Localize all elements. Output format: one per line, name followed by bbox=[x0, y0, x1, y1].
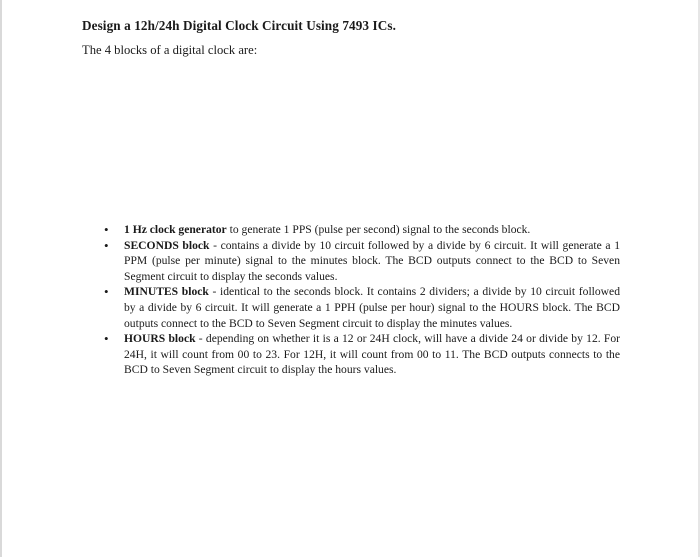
clock-blocks-list bbox=[100, 222, 620, 378]
list-item-clock-generator bbox=[100, 222, 620, 238]
item-term: HOURS block bbox=[124, 332, 196, 346]
bullet-icon: • bbox=[104, 284, 109, 300]
list-item-seconds-block bbox=[100, 238, 620, 285]
list-item-minutes-block bbox=[100, 284, 620, 331]
page-left-border bbox=[0, 0, 2, 557]
bullet-icon: • bbox=[104, 222, 109, 237]
item-term: MINUTES block bbox=[124, 285, 209, 299]
item-text: - depending on whether it is a 12 or 24H clock, will have a divide 24 or divide by 12. For 24H, it will count from 00 to 23. For 12H, it will count from 00 to 11. The BCD outputs connects to the BCD to Seven Segment circuit to display the hours values. bbox=[124, 332, 621, 377]
item-text: to generate 1 PPS (pulse per second) signal to the seconds block. bbox=[226, 223, 531, 236]
document-intro: The 4 blocks of a digital clock are: bbox=[82, 43, 258, 57]
document-title: Design a 12h/24h Digital Clock Circuit Using 7493 ICs. bbox=[82, 18, 396, 33]
item-term: SECONDS block bbox=[124, 238, 210, 252]
list-item-hours-block bbox=[100, 331, 620, 378]
bullet-icon: • bbox=[104, 331, 109, 347]
bullet-icon: • bbox=[104, 237, 109, 253]
item-text: - contains a divide by 10 circuit followed by a divide by 6 circuit. It will generate a 1 PPM (pulse per minute) signal to the minutes block. The BCD outputs connect to the BCD to Seven Segment circuit to display the seconds values. bbox=[124, 238, 620, 283]
item-term: 1 Hz clock generator bbox=[124, 223, 227, 236]
item-text: - identical to the seconds block. It contains 2 dividers; a divide by 10 circuit followed by a divide by 6 circuit. It will generate a 1 PPH (pulse per hour) signal to the HOURS block. The BCD outputs connect to the BCD to Seven Segment circuit to display the minutes values. bbox=[124, 285, 620, 330]
